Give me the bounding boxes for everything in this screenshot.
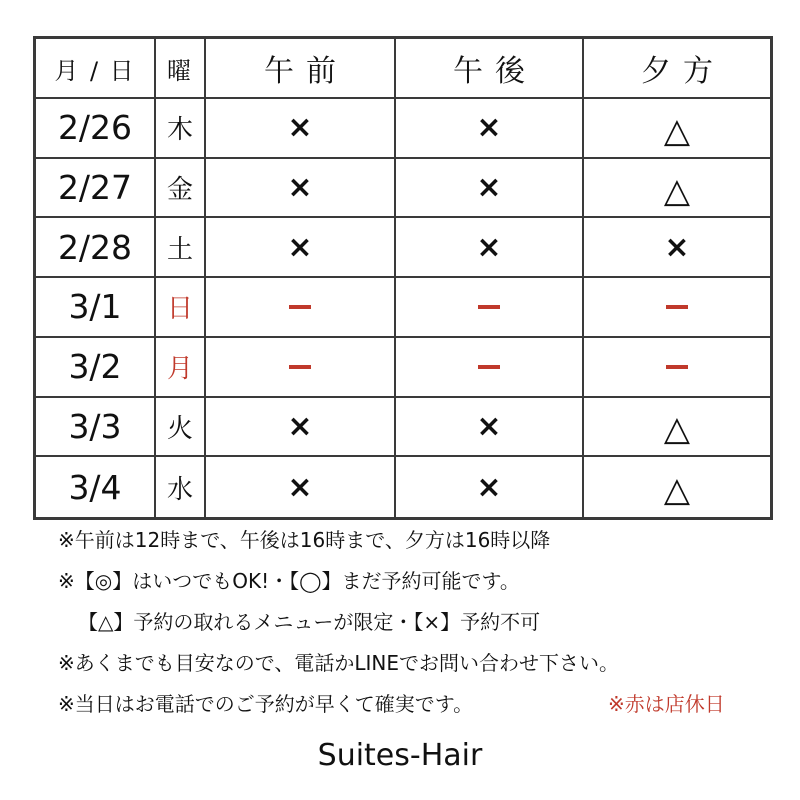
weekday-cell: 金 bbox=[156, 159, 206, 219]
date-cell: 2/28 bbox=[36, 218, 156, 278]
availability-afternoon-cell bbox=[396, 398, 584, 458]
availability-afternoon-cell bbox=[396, 457, 584, 517]
availability-morning-cell bbox=[206, 278, 396, 338]
availability-morning-cell bbox=[206, 159, 396, 219]
availability-evening-cell bbox=[584, 218, 770, 278]
availability-afternoon-cell bbox=[396, 278, 584, 338]
closed-dash-mark bbox=[289, 305, 311, 309]
note-same-day-text: ※当日はお電話でのご予約が早くて確実です。 bbox=[58, 692, 474, 716]
date-cell: 3/3 bbox=[36, 398, 156, 458]
unavailable-mark: × bbox=[664, 229, 690, 265]
availability-afternoon-cell bbox=[396, 99, 584, 159]
header-afternoon: 午後 bbox=[396, 39, 584, 99]
availability-morning-cell bbox=[206, 218, 396, 278]
note-symbol-meaning-2: 【△】予約の取れるメニューが限定・【×】予約不可 bbox=[78, 610, 541, 634]
unavailable-mark: × bbox=[287, 408, 313, 444]
availability-evening-cell bbox=[584, 338, 770, 398]
date-cell: 3/4 bbox=[36, 457, 156, 517]
unavailable-mark: × bbox=[476, 408, 502, 444]
weekday-cell: 火 bbox=[156, 398, 206, 458]
availability-afternoon-cell bbox=[396, 218, 584, 278]
date-cell: 3/2 bbox=[36, 338, 156, 398]
date-cell: 3/1 bbox=[36, 278, 156, 338]
weekday-cell: 土 bbox=[156, 218, 206, 278]
availability-morning-cell bbox=[206, 398, 396, 458]
note-same-day bbox=[58, 690, 778, 731]
unavailable-mark: × bbox=[476, 170, 502, 206]
availability-afternoon-cell bbox=[396, 159, 584, 219]
closed-dash-mark bbox=[666, 365, 688, 369]
availability-morning-cell bbox=[206, 99, 396, 159]
unavailable-mark: × bbox=[476, 469, 502, 505]
unavailable-mark: × bbox=[287, 229, 313, 265]
weekday-cell: 月 bbox=[156, 338, 206, 398]
header-dow: 曜 bbox=[156, 39, 206, 99]
limited-mark: △ bbox=[663, 470, 691, 511]
unavailable-mark: × bbox=[287, 170, 313, 206]
unavailable-mark: × bbox=[287, 469, 313, 505]
availability-morning-cell bbox=[206, 338, 396, 398]
header-morning: 午前 bbox=[206, 39, 396, 99]
limited-mark: △ bbox=[663, 110, 691, 151]
note-contact: ※あくまでも目安なので、電話かLINEでお問い合わせ下さい。 bbox=[58, 651, 619, 675]
unavailable-mark: × bbox=[287, 110, 313, 146]
note-time-ranges: ※午前は12時まで、午後は16時まで、夕方は16時以降 bbox=[58, 528, 551, 552]
availability-morning-cell bbox=[206, 457, 396, 517]
availability-evening-cell bbox=[584, 457, 770, 517]
availability-evening-cell bbox=[584, 398, 770, 458]
availability-evening-cell bbox=[584, 278, 770, 338]
closed-day-note: ※赤は店休日 bbox=[608, 692, 725, 716]
closed-dash-mark bbox=[478, 365, 500, 369]
closed-dash-mark bbox=[666, 305, 688, 309]
header-evening: 夕方 bbox=[584, 39, 770, 99]
closed-dash-mark bbox=[289, 365, 311, 369]
closed-dash-mark bbox=[478, 305, 500, 309]
schedule-table bbox=[33, 36, 773, 520]
header-date: 月 / 日 bbox=[36, 39, 156, 99]
weekday-cell: 日 bbox=[156, 278, 206, 338]
weekday-cell: 木 bbox=[156, 99, 206, 159]
unavailable-mark: × bbox=[476, 110, 502, 146]
limited-mark: △ bbox=[663, 409, 691, 450]
unavailable-mark: × bbox=[476, 229, 502, 265]
limited-mark: △ bbox=[663, 170, 691, 211]
availability-evening-cell bbox=[584, 99, 770, 159]
date-cell: 2/26 bbox=[36, 99, 156, 159]
availability-evening-cell bbox=[584, 159, 770, 219]
notes-section bbox=[58, 526, 778, 731]
brand-name: Suites-Hair bbox=[317, 738, 483, 773]
note-symbol-meaning-1: ※【◎】はいつでもOK!・【◯】まだ予約可能です。 bbox=[58, 569, 520, 593]
availability-afternoon-cell bbox=[396, 338, 584, 398]
weekday-cell: 水 bbox=[156, 457, 206, 517]
date-cell: 2/27 bbox=[36, 159, 156, 219]
